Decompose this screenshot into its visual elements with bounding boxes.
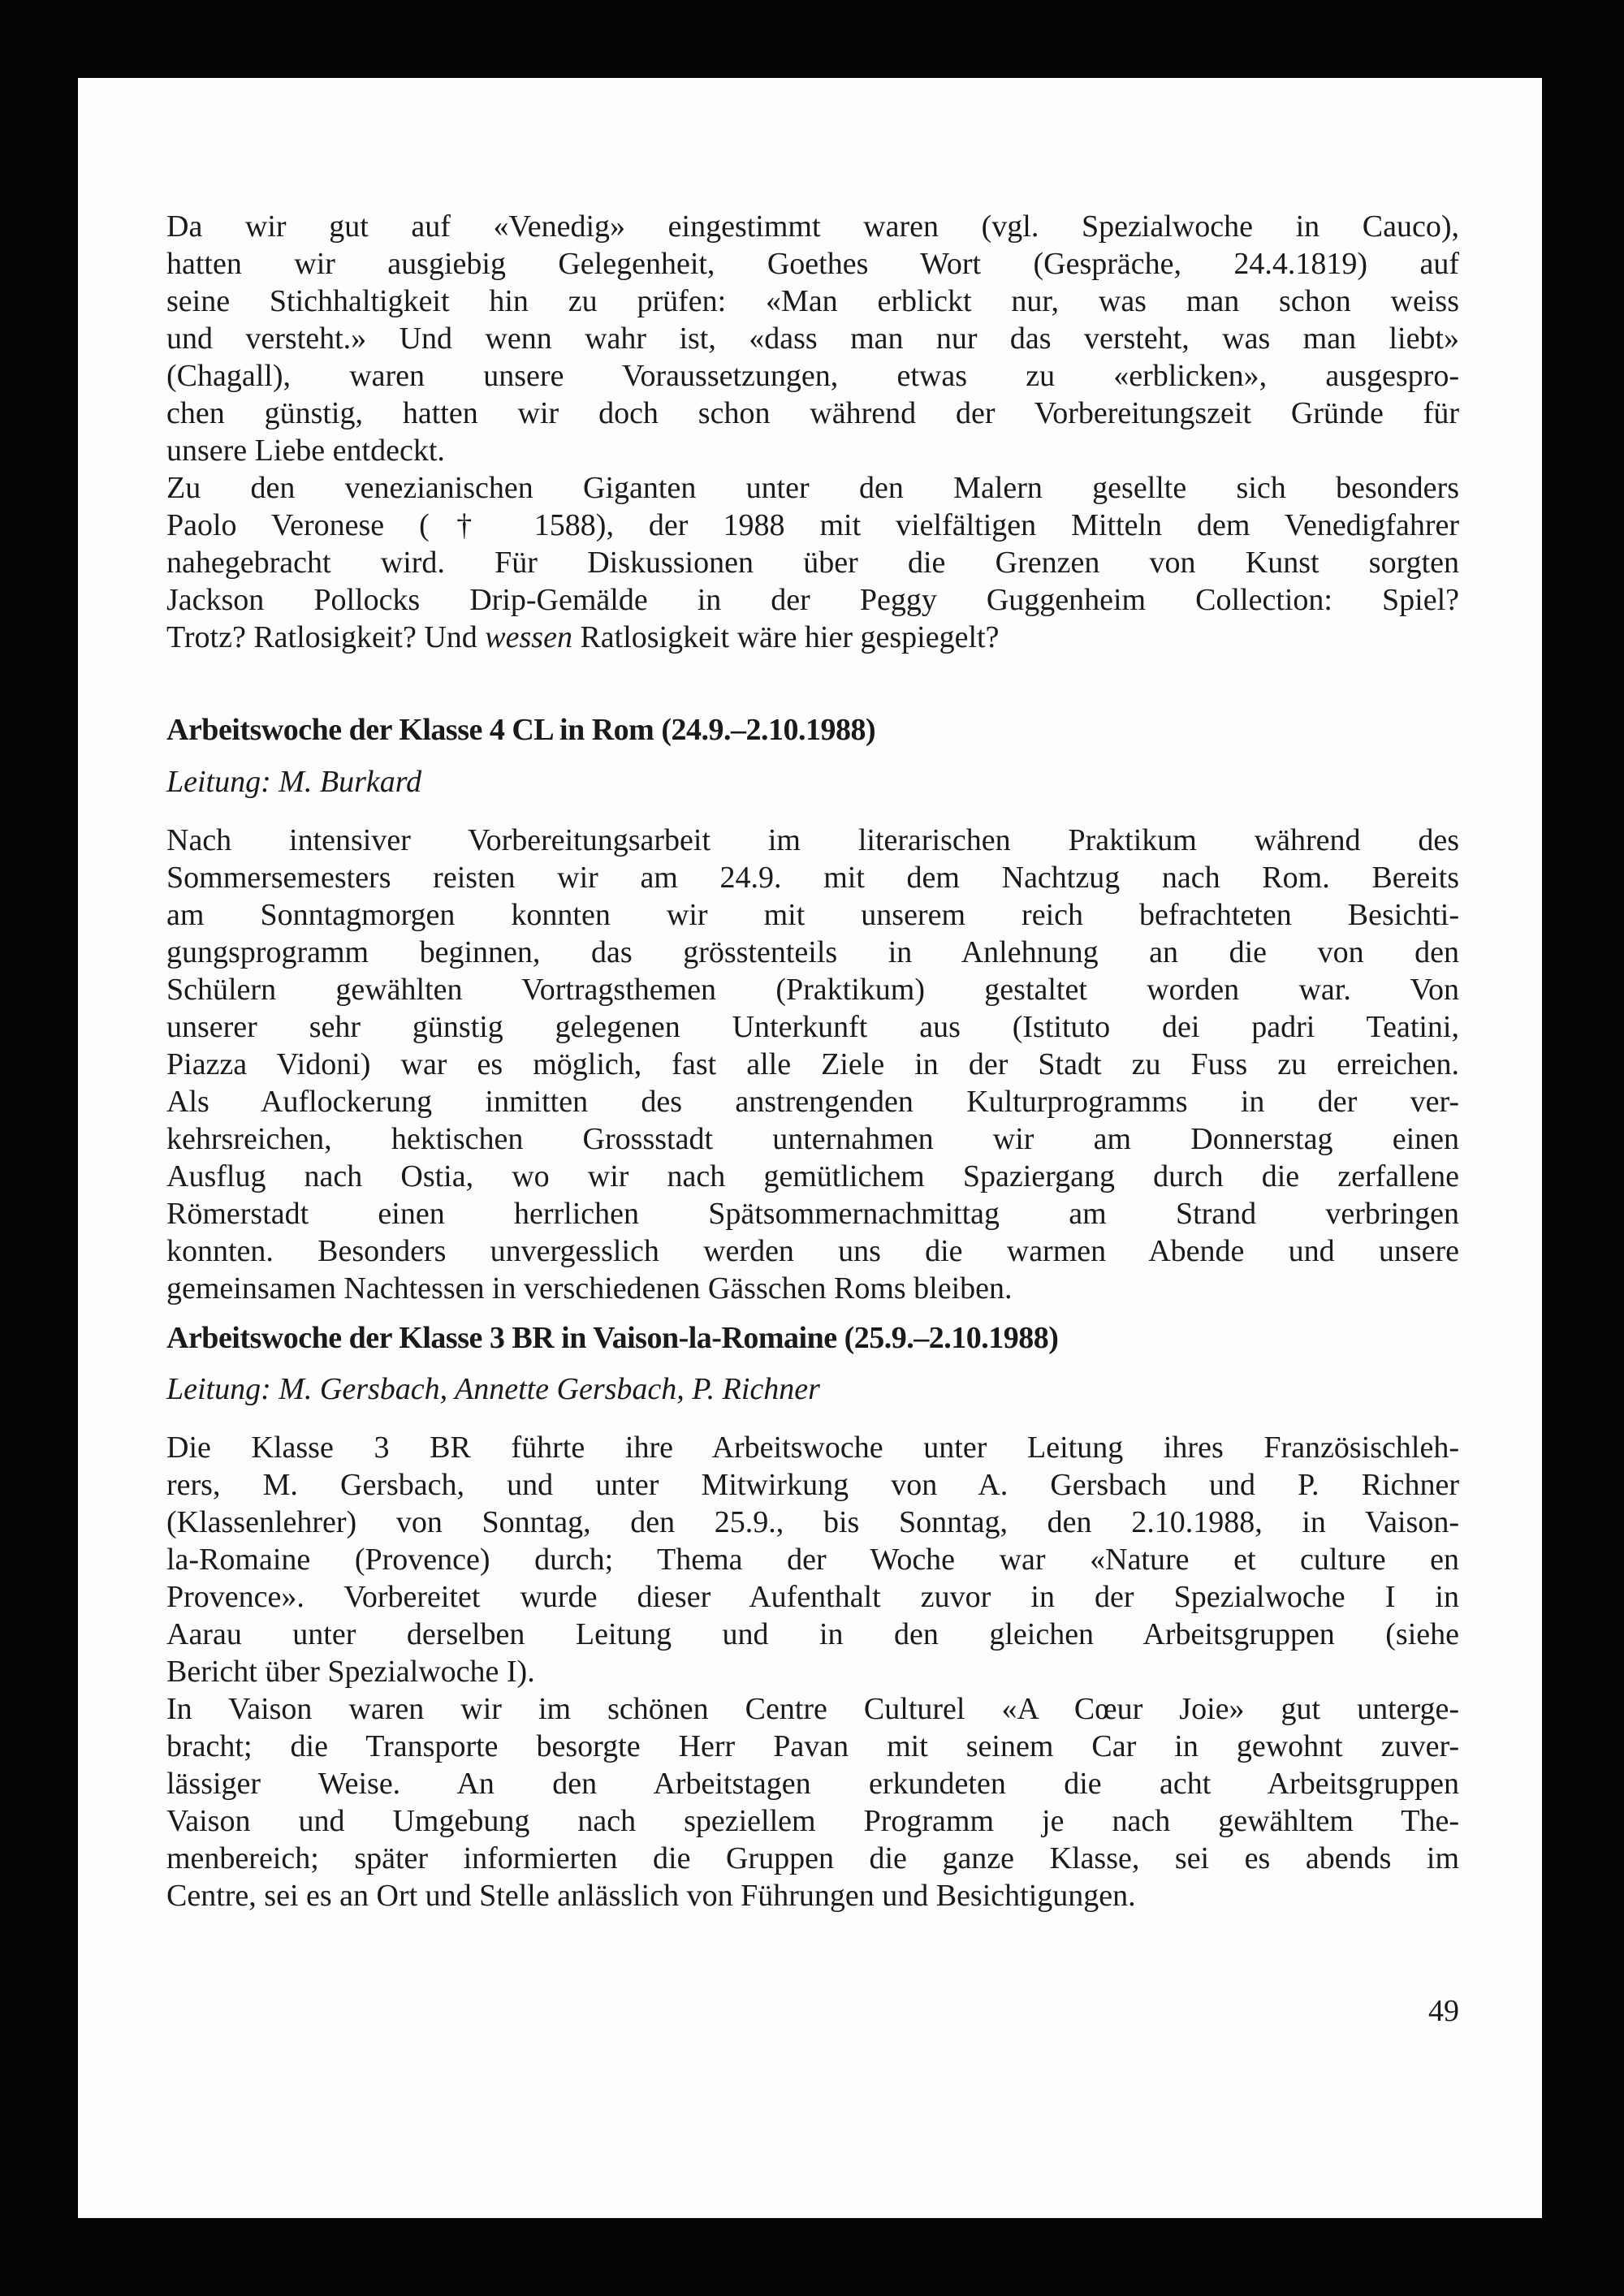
text-line <box>166 1541 1459 1578</box>
text-segment: (Klassenlehrer) von Sonntag, den 25.9., bis Sonntag, den 2.10.1988, in Vaison- <box>166 1505 1459 1539</box>
text-line <box>166 896 1459 934</box>
section-heading-vaison: Arbeitswoche der Klasse 3 BR in Vaison-la-Romaine (25.9.–2.10.1988) <box>166 1321 1059 1355</box>
text-line <box>166 822 1459 859</box>
text-segment: Nach intensiver Vorbereitungsarbeit im literarischen Praktikum während des <box>166 823 1459 857</box>
emphasis-text: wessen <box>485 620 572 654</box>
text-line <box>166 1690 1459 1728</box>
text-segment: Da wir gut auf «Venedig» eingestimmt waren (vgl. Spezialwoche in Cauco), <box>166 209 1459 244</box>
text-segment: Jackson Pollocks Drip-Gemälde in der Peggy Guggenheim Collection: Spiel? <box>166 583 1459 617</box>
text-line <box>166 1466 1459 1504</box>
text-line <box>166 1653 1459 1690</box>
text-line <box>166 1728 1459 1765</box>
text-line <box>166 469 1459 507</box>
text-segment: (Chagall), waren unsere Voraussetzungen, etwas zu «erblicken», ausgespro- <box>166 359 1459 393</box>
text-line <box>166 581 1459 619</box>
text-line <box>166 1877 1459 1914</box>
text-segment: Provence». Vorbereitet wurde dieser Aufenthalt zuvor in der Spezialwoche I in <box>166 1580 1459 1614</box>
text-segment: Römerstadt einen herrlichen Spätsommernachmittag am Strand verbringen <box>166 1197 1459 1231</box>
text-line <box>166 357 1459 395</box>
text-line <box>166 208 1459 245</box>
intro-text <box>166 208 1459 656</box>
text-line <box>166 1195 1459 1232</box>
text-segment: am Sonntagmorgen konnten wir mit unserem reich befrachteten Besichti- <box>166 898 1459 932</box>
text-segment: la-Romaine (Provence) durch; Thema der Woche war «Nature et culture en <box>166 1543 1459 1577</box>
text-segment: Schülern gewählten Vortragsthemen (Praktikum) gestaltet worden war. Von <box>166 973 1459 1007</box>
text-line <box>166 1840 1459 1877</box>
text-segment: kehrsreichen, hektischen Grossstadt unternahmen wir am Donnerstag einen <box>166 1122 1459 1156</box>
text-segment: Ratlosigkeit wäre hier gespiegelt? <box>572 620 1000 654</box>
text-segment: gungsprogramm beginnen, das grösstenteils in Anlehnung an die von den <box>166 935 1459 969</box>
text-line <box>166 859 1459 896</box>
text-segment: gemeinsamen Nachtessen in verschiedenen Gässchen Roms bleiben. <box>166 1271 1013 1306</box>
text-segment: unsere Liebe entdeckt. <box>166 434 445 468</box>
text-segment: konnten. Besonders unvergesslich werden uns die warmen Abende und unsere <box>166 1234 1459 1268</box>
text-segment: Die Klasse 3 BR führte ihre Arbeitswoche unter Leitung ihres Französischleh- <box>166 1431 1459 1465</box>
text-segment: Zu den venezianischen Giganten unter den Malern gesellte sich besonders <box>166 471 1459 505</box>
text-line <box>166 245 1459 283</box>
text-line <box>166 320 1459 357</box>
section-body-rom <box>166 822 1459 1307</box>
text-line <box>166 395 1459 432</box>
text-segment: bracht; die Transporte besorgte Herr Pavan mit seinem Car in gewohnt zuver- <box>166 1729 1459 1763</box>
text-segment: Paolo Veronese († 1588), der 1988 mit vielfältigen Mitteln dem Venedigfahrer <box>166 508 1459 542</box>
text-line <box>166 283 1459 320</box>
text-line <box>166 1270 1459 1307</box>
text-line <box>166 1046 1459 1083</box>
section-body-vaison <box>166 1429 1459 1914</box>
text-segment: rers, M. Gersbach, und unter Mitwirkung von A. Gersbach und P. Richner <box>166 1468 1459 1502</box>
text-line <box>166 1504 1459 1541</box>
text-line <box>166 1616 1459 1653</box>
text-line <box>166 1765 1459 1802</box>
text-line <box>166 971 1459 1008</box>
text-segment: menbereich; später informierten die Gruppen die ganze Klasse, sei es abends im <box>166 1841 1459 1875</box>
text-segment: Piazza Vidoni) war es möglich, fast alle Ziele in der Stadt zu Fuss zu erreichen. <box>166 1047 1459 1081</box>
text-segment: und versteht.» Und wenn wahr ist, «dass man nur das versteht, was man liebt» <box>166 322 1459 356</box>
text-segment: nahegebracht wird. Für Diskussionen über die Grenzen von Kunst sorgten <box>166 546 1459 580</box>
text-segment: Vaison und Umgebung nach speziellem Programm je nach gewähltem The- <box>166 1804 1459 1838</box>
text-segment: seine Stichhaltigkeit hin zu prüfen: «Man erblickt nur, was man schon weiss <box>166 284 1459 318</box>
text-line <box>166 1232 1459 1270</box>
text-segment: Ausflug nach Ostia, wo wir nach gemütlichem Spaziergang durch die zerfallene <box>166 1159 1459 1193</box>
text-line <box>166 934 1459 971</box>
text-line <box>166 1083 1459 1120</box>
text-segment: hatten wir ausgiebig Gelegenheit, Goethes Wort (Gespräche, 24.4.1819) auf <box>166 247 1459 281</box>
section-leitung-vaison: Leitung: M. Gersbach, Annette Gersbach, P. Richner <box>166 1372 820 1406</box>
text-segment: unserer sehr günstig gelegenen Unterkunft aus (Istituto dei padri Teatini, <box>166 1010 1459 1044</box>
text-segment: Aarau unter derselben Leitung und in den gleichen Arbeitsgruppen (siehe <box>166 1617 1459 1651</box>
text-segment: Sommersemesters reisten wir am 24.9. mit dem Nachtzug nach Rom. Bereits <box>166 861 1459 895</box>
text-line <box>166 1008 1459 1046</box>
text-segment: Bericht über Spezialwoche I). <box>166 1655 535 1689</box>
text-line <box>166 1120 1459 1158</box>
text-line <box>166 507 1459 544</box>
text-line <box>166 1158 1459 1195</box>
text-segment: Trotz? Ratlosigkeit? Und <box>166 620 486 654</box>
text-line <box>166 619 1459 656</box>
text-segment: Als Auflockerung inmitten des anstrengenden Kulturprogramms in der ver- <box>166 1085 1459 1119</box>
text-line <box>166 1578 1459 1616</box>
section-heading-rom: Arbeitswoche der Klasse 4 CL in Rom (24.9.–2.10.1988) <box>166 713 876 747</box>
text-segment: Centre, sei es an Ort und Stelle anlässlich von Führungen und Besichtigungen. <box>166 1879 1136 1913</box>
text-segment: chen günstig, hatten wir doch schon während der Vorbereitungszeit Gründe für <box>166 396 1459 430</box>
text-line <box>166 544 1459 581</box>
text-line <box>166 432 1459 469</box>
text-line <box>166 1429 1459 1466</box>
text-line <box>166 1802 1459 1840</box>
section-leitung-rom: Leitung: M. Burkard <box>166 765 422 799</box>
text-segment: In Vaison waren wir im schönen Centre Culturel «A Cœur Joie» gut unterge- <box>166 1692 1459 1726</box>
page-number: 49 <box>1428 1994 1459 2028</box>
text-segment: lässiger Weise. An den Arbeitstagen erkundeten die acht Arbeitsgruppen <box>166 1767 1459 1801</box>
